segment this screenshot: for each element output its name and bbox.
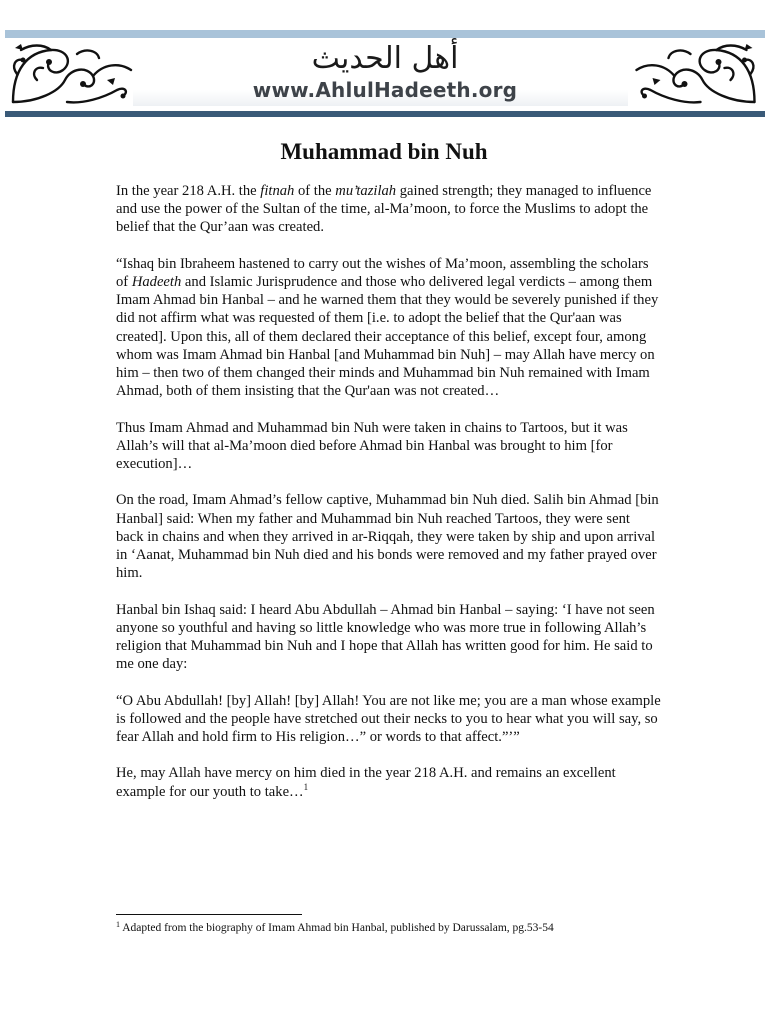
footnote-text: Adapted from the biography of Imam Ahmad bin Hanbal, published by Darussalam, pg.53-54 <box>120 922 554 934</box>
term-mutazilah: mu’tazilah <box>335 183 397 199</box>
paragraph-3: Thus Imam Ahmad and Muhammad bin Nuh were taken in chains to Tartoos, but it was Allah’s will that al-Ma’moon died before Ahmad bin Hanbal was brought to him [for execution]… <box>116 419 628 473</box>
term-hadeeth: Hadeeth <box>131 274 182 290</box>
term-fitnah: fitnah <box>260 183 295 199</box>
site-header-banner <box>5 30 765 117</box>
paragraph-1-text-a: In the year 218 A.H. the <box>116 183 261 199</box>
footnote-mark: 1 <box>116 920 120 929</box>
paragraph-1 <box>116 182 661 237</box>
footnote-reference[interactable]: 1 <box>303 781 309 792</box>
paragraph-4: On the road, Imam Ahmad’s fellow captive, Muhammad bin Nuh died. Salih bin Ahmad [bin Hanbal] said: When my father and Muhammad bin Nuh reached Tartoos, they were sent back in chains and when they arrived in ar-Riqqah, they were taken by ship and upon arrival in ‘Aanat, Muhammad bin Nuh died and his bonds were removed and my father prayed over him. <box>116 492 659 582</box>
paragraph-7 <box>116 764 661 800</box>
site-url-logo: www.AhlulHadeeth.org <box>252 78 518 102</box>
paragraph-1-text-c: gained strength; they managed to influence and use the power of the Sultan of the time, al-Ma’moon, to force the Muslims to adopt the belief that the Qur’aan was created. <box>116 183 652 236</box>
article-body <box>116 182 661 801</box>
header-bottom-bar <box>5 111 765 117</box>
paragraph-7-text: He, may Allah have mercy on him died in the year 218 A.H. and remains an excellent example for our youth to take… <box>116 765 616 800</box>
arabic-site-logo: أهل الحديث <box>311 41 459 76</box>
paragraph-6: “O Abu Abdullah! [by] Allah! [by] Allah! You are not like me; you are a man whose example is followed and the people have stretched out their necks to you to hear what you will say, so fear Allah and hold firm to His religion…” or words to that affect.”’” <box>116 692 661 746</box>
footnote-divider <box>116 914 302 915</box>
paragraph-5: Hanbal bin Ishaq said: I heard Abu Abdullah – Ahmad bin Hanbal – saying: ‘I have not seen anyone so youthful and having so little knowledge who was more true in following Allah’s religion that Muhammad bin Nuh and I hope that Allah has written good for him. He said to me one day: <box>116 601 655 673</box>
paragraph-2-text-b: and Islamic Jurisprudence and those who delivered legal verdicts – among them Imam Ahmad bin Hanbal – and he warned them that they would be severely punished if they did not affirm what was requested of them [i.e. to adopt the belief that the Qur'aan was created]. Upon this, all of them declared their acceptance of this belief, except four, among whom was Imam Ahmad bin Hanbal [and Muhammad bin Nuh] – may Allah have mercy on him – then two of them changed their minds and Muhammad bin Nuh remained with Imam Ahmad, both of them insisting that the Qur'aan was not created… <box>116 274 659 400</box>
paragraph-1-text-b: of the <box>294 183 336 199</box>
footnote <box>116 921 676 935</box>
paragraph-2 <box>116 255 661 401</box>
article-title: Muhammad bin Nuh <box>280 139 488 164</box>
paragraph-2-text-a: “Ishaq bin Ibraheem hastened to carry out the wishes of Ma’moon, assembling the scholars of <box>116 255 649 290</box>
header-top-bar <box>5 30 765 38</box>
